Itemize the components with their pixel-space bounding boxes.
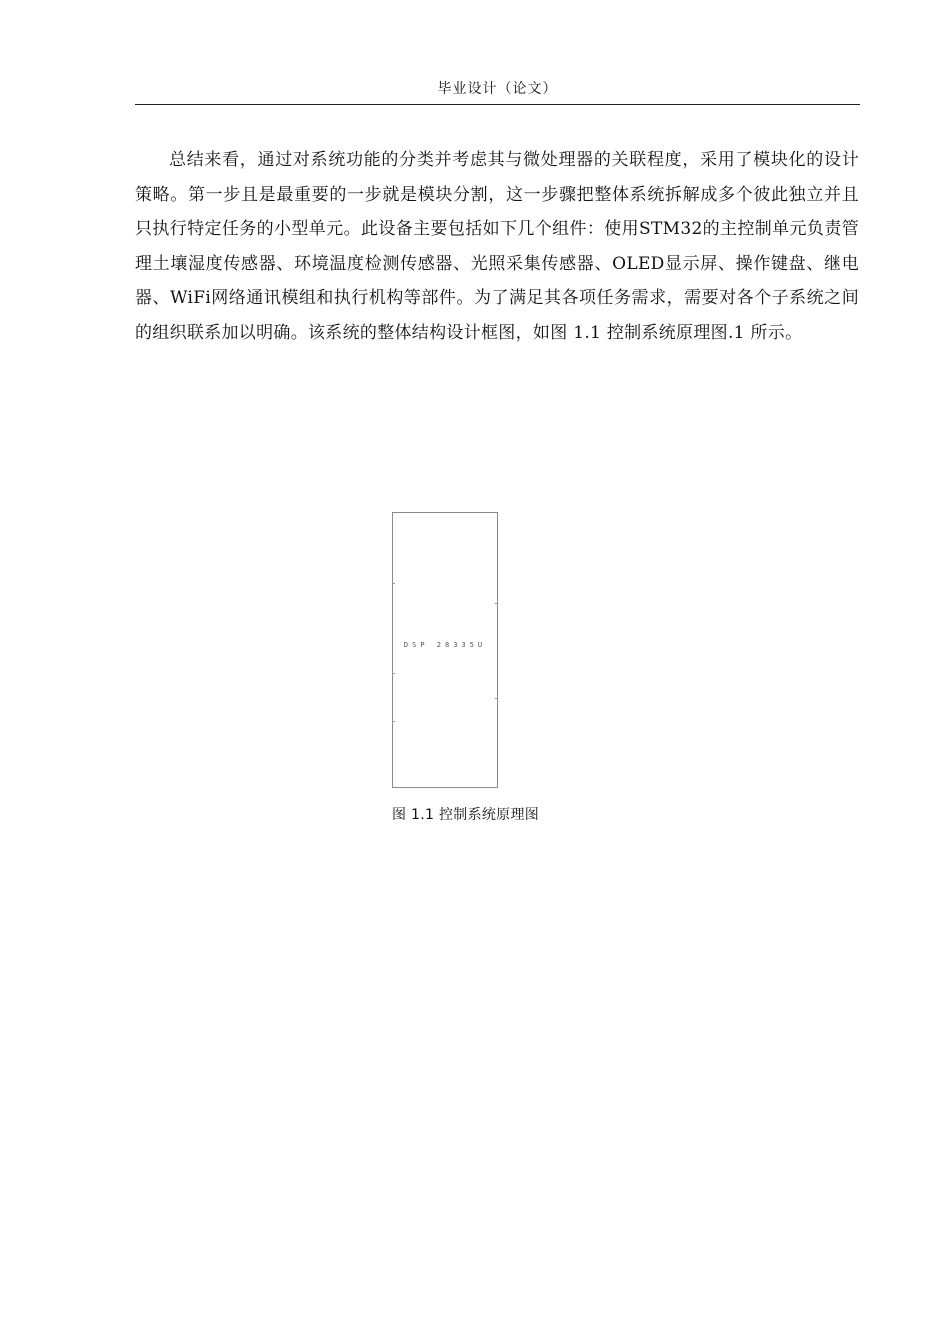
chip-label: DSP 28335U bbox=[403, 641, 487, 649]
schematic-figure bbox=[392, 512, 498, 788]
header-title: 毕业设计（论文） bbox=[437, 81, 558, 97]
figure-pin-tick bbox=[495, 603, 498, 604]
figure-pin-tick bbox=[392, 673, 395, 674]
figure-pin-tick bbox=[392, 583, 395, 584]
figure-caption: 图 1.1 控制系统原理图 bbox=[392, 807, 540, 823]
figure-pin-tick bbox=[392, 721, 395, 722]
page-header bbox=[135, 78, 860, 105]
figure-pin-tick bbox=[495, 698, 498, 699]
body-paragraph: 总结来看，通过对系统功能的分类并考虑其与微处理器的关联程度，采用了模块化的设计策略。第一步且是最重要的一步就是模块分割，这一步骤把整体系统拆解成多个彼此独立并且只执行特定任务的小型单元。此设备主要包括如下几个组件：使用STM32的主控制单元负责管理土壤湿度传感器、环境温度检测传感器、光照采集传感器、OLED显示屏、操作键盘、继电器、WiFi网络通讯模组和执行机构等部件。为了满足其各项任务需求，需要对各个子系统之间的组织联系加以明确。该系统的整体结构设计框图，如图 1.1 控制系统原理图.1 所示。 bbox=[135, 150, 859, 343]
